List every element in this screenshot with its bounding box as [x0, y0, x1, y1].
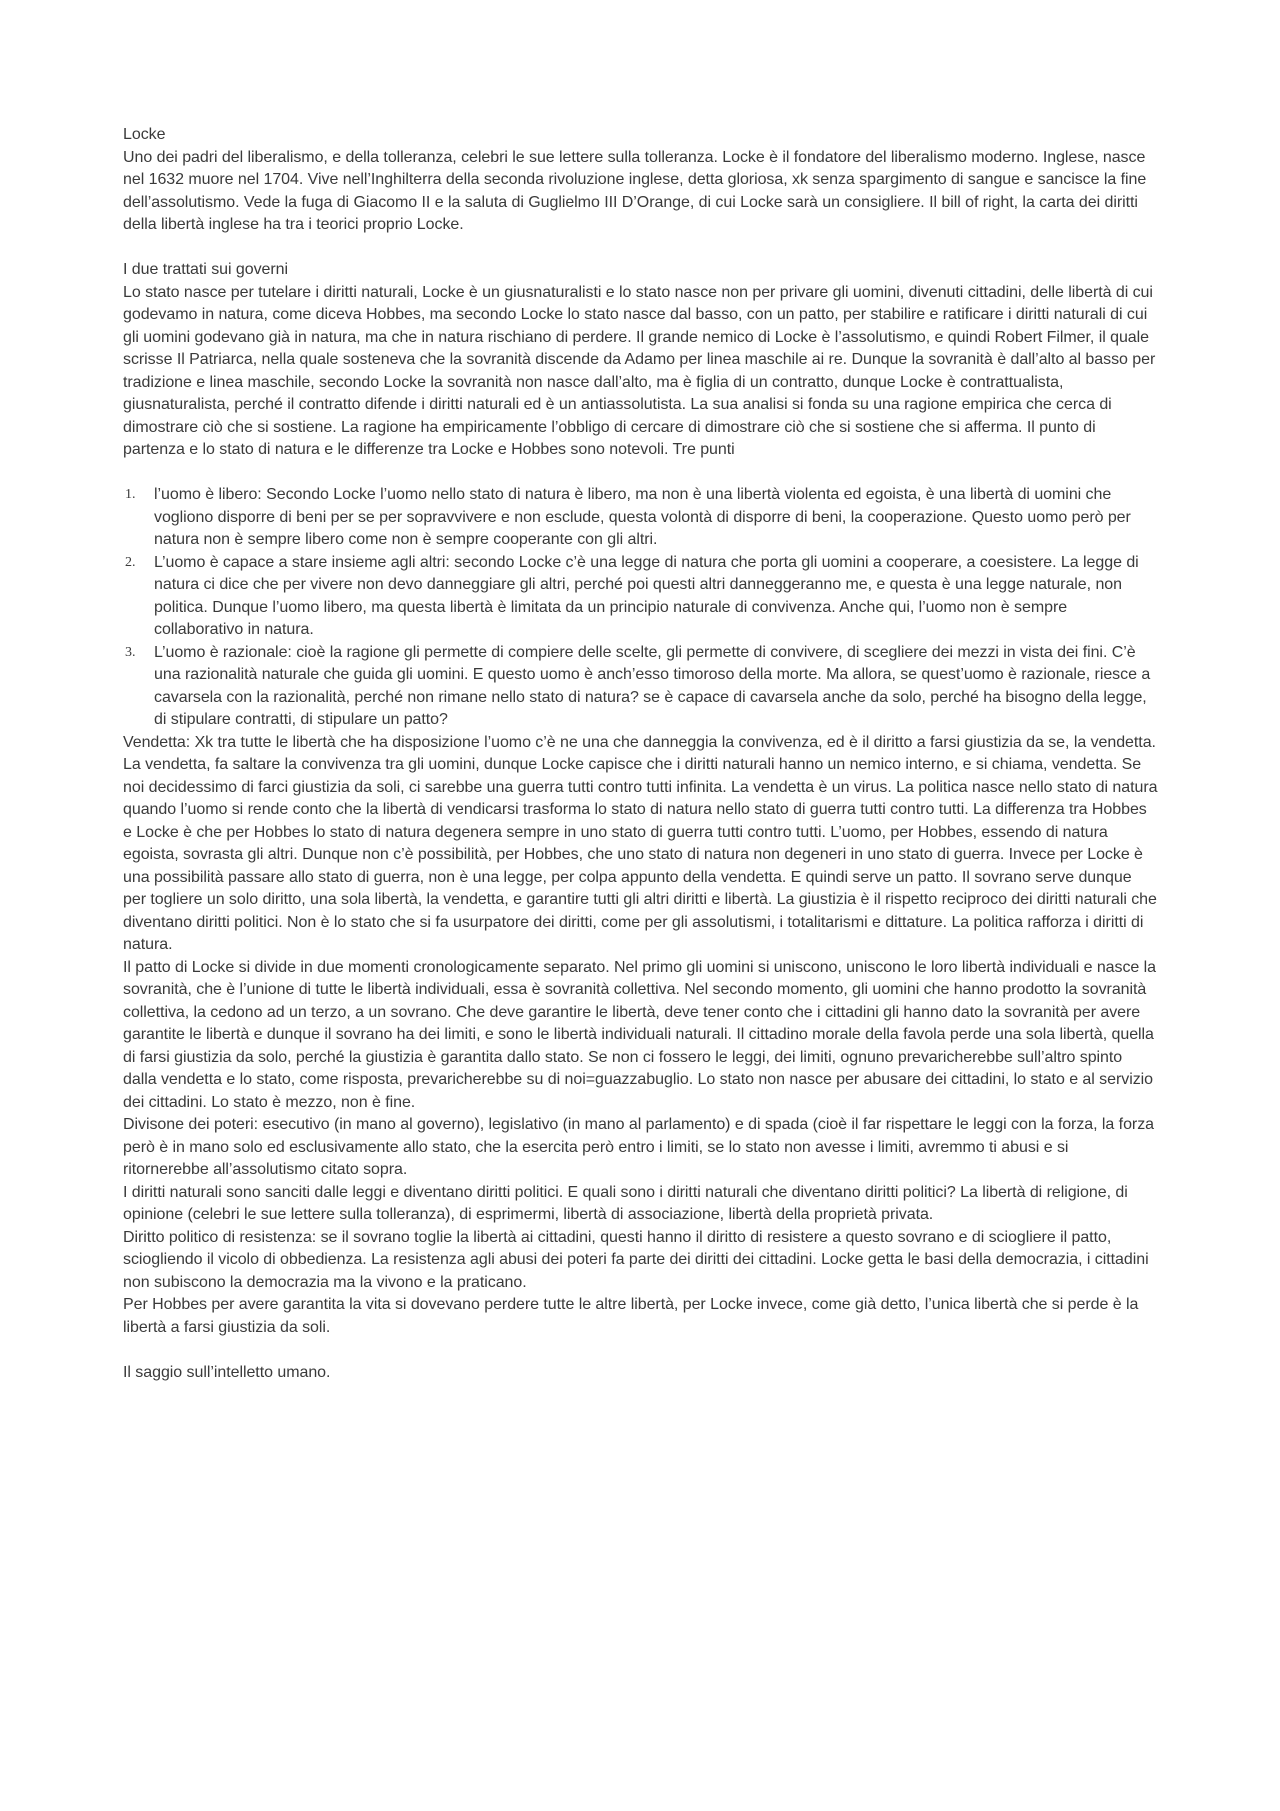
list-item-number: 3.: [125, 644, 136, 660]
diritti-paragraph: I diritti naturali sono sanciti dalle leggi e diventano diritti politici. E quali sono i diritti naturali che diventano diritti politici? La libertà di religione, di opinione (celebri le sue lettere sulla tolleranza), di esprimermi, libertà di associazione, libertà della proprietà privata.: [123, 1183, 1128, 1223]
list-item-text: L’uomo è razionale: cioè la ragione gli permette di compiere delle scelte, gli permette di convivere, di scegliere dei mezzi in vista dei fini. C’è una razionalità naturale che guida gli uomini. E questo uomo è anch’esso timoroso della morte. Ma allora, se quest’uomo è razionale, riesce a cavarsela con la razionalità, perché non rimane nello stato di natura? se è capace di cavarsela anche da solo, perché ha bisogno della legge, di stipulare contratti, di stipulare un patto?: [154, 643, 1151, 728]
numbered-points-list: [123, 484, 1158, 732]
resistenza-paragraph: Diritto politico di resistenza: se il sovrano toglie la libertà ai cittadini, questi hanno il diritto di resistere a questo sovrano e di sciogliere il patto, sciogliendo il vicolo di obbedienza. La resistenza agli abusi dei poteri fa parte dei diritti dei cittadini. Locke getta le basi della democrazia, i cittadini non subiscono la democrazia ma la vivono e la praticano.: [123, 1228, 1149, 1291]
patto-paragraph: Il patto di Locke si divide in due momenti cronologicamente separato. Nel primo gli uomini si uniscono, uniscono le loro libertà individuali e nasce la sovranità, che è l’unione di tutte le libertà individuali, essa è sovranità collettiva. Nel secondo momento, gli uomini che hanno prodotto la sovranità collettiva, la cedono ad un terzo, a un sovrano. Che deve garantire le libertà, deve tener conto che i cittadini gli hanno dato la sovranità per avere garantite le libertà e dunque il sovrano ha dei limiti, e sono le libertà individuali naturali. Il cittadino morale della favola perde una sola libertà, quella di farsi giustizia da solo, perché la giustizia è garantita dallo stato. Se non ci fossero le leggi, dei limiti, ognuno prevaricherebbe sull’altro spinto dalla vendetta e lo stato, come risposta, prevaricherebbe su di noi=guazzabuglio. Lo stato non nasce per abusare dei cittadini, lo stato e al servizio dei cittadini. Lo stato è mezzo, non è fine.: [123, 958, 1157, 1111]
hobbes-paragraph: Per Hobbes per avere garantita la vita si dovevano perdere tutte le altre libertà, per Locke invece, come già detto, l’unica libertà che si perde è la libertà a farsi giustizia da soli.: [123, 1296, 1139, 1336]
list-item-number: 1.: [125, 487, 136, 502]
vendetta-paragraph: Vendetta: Xk tra tutte le libertà che ha disposizione l’uomo c’è ne una che danneggia la convivenza, ed è il diritto a farsi giustizia da se, la vendetta. La vendetta, fa saltare la convivenza tra gli uomini, dunque Locke capisce che i diritti naturali hanno un nemico interno, e si chiama, vendetta. Se noi decidessimo di farci giustizia da soli, ci sarebbe una guerra tutti contro tutti infinita. La vendetta è un virus. La politica nasce nello stato di natura quando l’uomo si rende conto che la libertà di vendicarsi trasforma lo stato di natura nello stato di guerra tutti contro tutti. La differenza tra Hobbes e Locke è che per Hobbes lo stato di natura degenera sempre in uno stato di guerra tutti contro tutti. L’uomo, per Hobbes, essendo di natura egoista, sovrasta gli altri. Dunque non c’è possibilità, per Hobbes, che uno stato di natura non degeneri in uno stato di guerra. Invece per Locke è una possibilità passare allo stato di guerra, non è una legge, per colpa appunto della vendetta. E quindi serve un patto. Il sovrano serve dunque per togliere un solo diritto, una sola libertà, la vendetta, e garantire tutti gli altri diritti e libertà. La giustizia è il rispetto reciproco dei diritti naturali che diventano diritti politici. Non è lo stato che si fa usurpatore dei diritti, come per gli assolutismi, i totalitarismi e dittature. La politica rafforza i diritti di natura.: [123, 733, 1158, 953]
paragraph-gap: [123, 237, 1158, 260]
list-item-number: 2.: [125, 554, 136, 570]
paragraph-gap: [123, 462, 1158, 485]
document-title: Locke: [123, 126, 166, 143]
list-item: [123, 642, 1158, 732]
poteri-paragraph: Divisone dei poteri: esecutivo (in mano al governo), legislativo (in mano al parlamento) e di spada (cioè il far rispettare le leggi con la forza, la forza però è in mano solo ed esclusivamente allo stato, che la esercita però entro i limiti, se lo stato non avesse i limiti, avremmo ti abusi e si ritornerebbe all’assolutismo citato sopra.: [123, 1116, 1154, 1178]
section-heading-saggio: Il saggio sull’intelletto umano.: [123, 1363, 331, 1381]
trattati-paragraph: Lo stato nasce per tutelare i diritti naturali, Locke è un giusnaturalisti e lo stato nasce non per privare gli uomini, divenuti cittadini, delle libertà di cui godevamo in natura, come diceva Hobbes, ma secondo Locke lo stato nasce dal basso, con un patto, per stabilire e ratificare i diritti naturali di cui gli uomini godevano già in natura, ma che in natura rischiano di perdere. Il grande nemico di Locke è l’assolutismo, e quindi Robert Filmer, il quale scrisse Il Patriarca, nella quale sosteneva che la sovranità discende da Adamo per linea maschile ai re. Dunque la sovranità è dall’alto al basso per tradizione e linea maschile, secondo Locke la sovranità non nasce dall’alto, ma è figlia di un contratto, dunque Locke è contrattualista, giusnaturalista, perché il contratto difende i diritti naturali ed è un antiassolutista. La sua analisi si fonda su una ragione empirica che cerca di dimostrare ciò che si sostiene. La ragione ha empiricamente l’obbligo di cercare di dimostrare ciò che si sostiene che si afferma. Il punto di partenza e lo stato di natura e le differenze tra Locke e Hobbes sono notevoli. Tre punti: [123, 283, 1156, 458]
section-heading-trattati: I due trattati sui governi: [123, 261, 289, 278]
paragraph-gap: [123, 1339, 1158, 1362]
list-item-text: l’uomo è libero: Secondo Locke l’uomo nello stato di natura è libero, ma non è una libertà violenta ed egoista, è una libertà di uomini che vogliono disporre di beni per se per sopravvivere e non esclude, questa volontà di disporre di beni, la cooperazione. Questo uomo però per natura non è sempre libero come non è sempre cooperante con gli altri.: [154, 486, 1131, 548]
list-item: [123, 484, 1158, 552]
list-item-text: L’uomo è capace a stare insieme agli altri: secondo Locke c’è una legge di natura che porta gli uomini a cooperare, a coesistere. La legge di natura ci dice che per vivere non devo danneggiare gli altri, perché poi questi altri danneggeranno me, e questa è una legge naturale, non politica. Dunque l’uomo libero, ma questa libertà è limitata da un principio naturale di convivenza. Anche qui, l’uomo non è sempre collaborativo in natura.: [154, 553, 1139, 638]
list-item: [123, 552, 1158, 642]
intro-paragraph: Uno dei padri del liberalismo, e della tolleranza, celebri le sue lettere sulla tolleranza. Locke è il fondatore del liberalismo moderno. Inglese, nasce nel 1632 muore nel 1704. Vive nell’Inghilterra della seconda rivoluzione inglese, detta gloriosa, xk senza spargimento di sangue e sancisce la fine dell’assolutismo. Vede la fuga di Giacomo II e la saluta di Guglielmo III D’Orange, di cui Locke sarà un consigliere. Il bill of right, la carta dei diritti della libertà inglese ha tra i teorici proprio Locke.: [123, 148, 1147, 233]
document-page: [123, 124, 1158, 1384]
